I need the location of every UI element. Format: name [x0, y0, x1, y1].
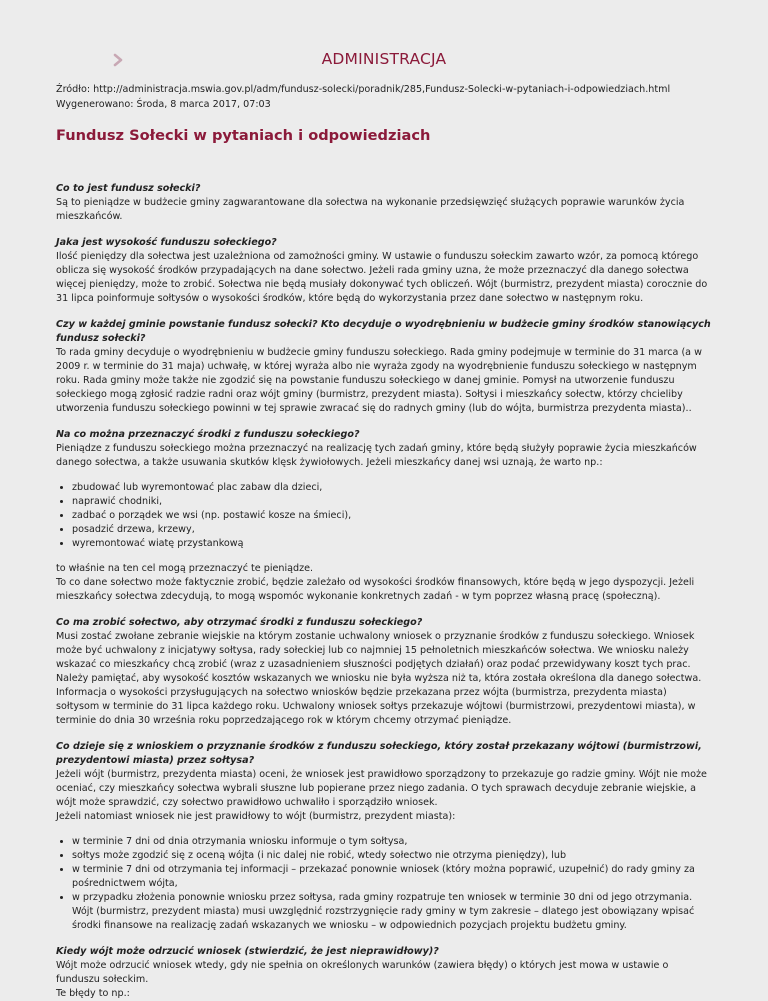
question: Co ma zrobić sołectwo, aby otrzymać środki z funduszu sołeckiego?: [56, 617, 423, 628]
answer: Ilość pieniędzy dla sołectwa jest uzależniona od zamożności gminy. W ustawie o funduszu sołeckim zawarto wzór, za pomocą którego oblicza się wysokość środków przypadających na dane sołectwo. Jeżeli rada gminy uzna, że może przeznaczyć dla danego sołectwa więcej pieniędzy, może to zrobić. Sołectwa nie będą musiały dokonywać tych obliczeń. Wójt (burmistrz, prezydent miasta) corocznie do 31 lipca poinformuje sołtysów o wysokości środków, które będą do wykorzystania przez dane sołectwo w następnym roku.: [56, 251, 708, 304]
question: Co to jest fundusz sołecki?: [56, 183, 201, 194]
answer: Są to pieniądze w budżecie gminy zagwarantowane dla sołectwa na wykonanie przedsięwzięć służących poprawie warunków życia mieszkańców.: [56, 197, 685, 222]
bullet-list: [56, 835, 712, 933]
qa-item: [56, 318, 712, 416]
source-url: Źródło: http://administracja.mswia.gov.pl/adm/fundusz-solecki/poradnik/285,Fundusz-Solecki-w-pytaniach-i-odpowiedziach.html: [56, 84, 671, 95]
qa-item: [56, 428, 712, 604]
question: Czy w każdej gminie powstanie fundusz sołecki? Kto decyduje o wyodrębnieniu w budżecie gminy środków stanowiących fundusz sołecki?: [56, 319, 711, 344]
list-item: • sołtys może zgodzić się z oceną wójta (i nic dalej nie robić, wtedy sołectwo nie otrzyma pieniędzy), lub: [72, 849, 712, 863]
list-item: • wyremontować wiatę przystankową: [72, 537, 712, 551]
answer: Pieniądze z funduszu sołeckiego można przeznaczyć na realizację tych zadań gminy, które będą służyły poprawie życia mieszkańców danego sołectwa, a także usuwania skutków klęsk żywiołowych. Jeżeli mieszkańcy danej wsi uznają, że warto np.:: [56, 443, 697, 468]
page-header: [56, 0, 712, 72]
paragraph: To co dane sołectwo może faktycznie zrobić, będzie zależało od wysokości środków finansowych, które będą w jego dyspozycji. Jeżeli mieszkańcy sołectwa zdecydują, to mogą wspomóc wykonanie konkretnych zadań - w tym poprzez własną pracę (społeczną).: [56, 577, 695, 602]
qa-item: [56, 740, 712, 933]
question: Co dzieje się z wnioskiem o przyznanie środków z funduszu sołeckiego, który został przekazany wójtowi (burmistrzowi, prezydentowi miasta) przez sołtysa?: [56, 741, 702, 766]
answer: Jeżeli natomiast wniosek nie jest prawidłowy to wójt (burmistrz, prezydent miasta):: [56, 811, 456, 822]
answer: To rada gminy decyduje o wyodrębnieniu w budżecie gminy funduszu sołeckiego. Rada gminy podejmuje w terminie do 31 marca (a w 2009 r. w terminie do 31 maja) uchwałę, w której wyraża albo nie wyraża zgody na wyodrębnienie funduszu sołeckiego w następnym roku. Rada gminy może także nie zgodzić się na powstanie funduszu sołeckiego w danej gminie. Pomysł na utworzenie funduszu sołeckiego mogą zgłosić radzie radni oraz wójt gminy (burmistrz, prezydent miasta). Sołtysi i mieszkańcy sołectw, którzy chcieliby utworzenia funduszu sołeckiego powinni w tej sprawie zwracać się do radnych gminy (lub do wójta, burmistrza prezydenta miasta)..: [56, 347, 702, 414]
article-title: Fundusz Sołecki w pytaniach i odpowiedziach: [56, 127, 431, 144]
question: Na co można przeznaczyć środki z funduszu sołeckiego?: [56, 429, 360, 440]
list-item: • w przypadku złożenia ponownie wniosku przez sołtysa, rada gminy rozpatruje ten wniosek w terminie 30 dni od jego otrzymania. Wójt (burmistrz, prezydent miasta) musi uwzględnić rozstrzygnięcie rady gminy w tym zakresie – dlatego jest obowiązany wpisać środki finansowe na realizację zadań wskazanych we wniosku – w odpowiednich pozycjach projektu budżetu gminy.: [72, 891, 712, 933]
generated-date: Wygenerowano: Środa, 8 marca 2017, 07:03: [56, 99, 271, 110]
answer: Jeżeli wójt (burmistrz, prezydenta miasta) oceni, że wniosek jest prawidłowo sporządzony to przekazuje go radzie gminy. Wójt nie może oceniać, czy mieszkańcy sołectwa wybrali słuszne lub popierane przez niego zadania. O tych sprawach decyduje zebranie wiejskie, a wójt może sprawdzić, czy sołectwo prawidłowo uchwaliło i sporządziło wniosek.: [56, 769, 707, 808]
list-item: • zadbać o porządek we wsi (np. postawić kosze na śmieci),: [72, 509, 712, 523]
qa-item: [56, 945, 712, 1001]
list-item: • w terminie 7 dni od dnia otrzymania wniosku informuje o tym sołtysa,: [72, 835, 712, 849]
answer: Te błędy to np.:: [56, 988, 130, 999]
document-meta: [56, 82, 712, 112]
qa-item: [56, 182, 712, 224]
answer: Musi zostać zwołane zebranie wiejskie na którym zostanie uchwalony wniosek o przyznanie środków z funduszu sołeckiego. Wniosek może być uchwalony z inicjatywy sołtysa, rady sołeckiej lub co najmniej 15 pełnoletnich mieszkańców sołectwa. We wniosku należy wskazać co mieszkańcy chcą zrobić (wraz z uzasadnieniem słuszności podjętych działań) oraz podać przewidywany koszt tych prac. Należy pamiętać, aby wysokość kosztów wskazanych we wniosku nie była wyższa niż ta, która została określona dla danego sołectwa. Informacja o wysokości przysługujących na sołectwo wniosków będzie przekazana przez wójta (burmistrza, prezydenta miasta) sołtysom w terminie do 31 lipca każdego roku. Uchwalony wniosek sołtys przekazuje wójtowi (burmistrzowi, prezydentowi miasta), w terminie do dnia 30 września roku poprzedzającego rok w którym chcemy otrzymać pieniądze.: [56, 631, 702, 726]
list-item: • naprawić chodniki,: [72, 495, 712, 509]
list-item: • zbudować lub wyremontować plac zabaw dla dzieci,: [72, 481, 712, 495]
answer: Wójt może odrzucić wniosek wtedy, gdy nie spełnia on określonych warunków (zawiera błędy) o których jest mowa w ustawie o funduszu sołeckim.: [56, 960, 669, 985]
qa-item: [56, 616, 712, 728]
bullet-list: [56, 481, 712, 551]
qa-item: [56, 236, 712, 306]
list-item: • posadzić drzewa, krzewy,: [72, 523, 712, 537]
question: Kiedy wójt może odrzucić wniosek (stwierdzić, że jest nieprawidłowy)?: [56, 946, 439, 957]
paragraph: to właśnie na ten cel mogą przeznaczyć te pieniądze.: [56, 563, 314, 574]
list-item: • w terminie 7 dni od otrzymania tej informacji – przekazać ponownie wniosek (który można poprawić, uzupełnić) do rady gminy za pośrednictwem wójta,: [72, 863, 712, 891]
site-title: ADMINISTRACJA: [321, 50, 447, 68]
question: Jaka jest wysokość funduszu sołeckiego?: [56, 237, 277, 248]
